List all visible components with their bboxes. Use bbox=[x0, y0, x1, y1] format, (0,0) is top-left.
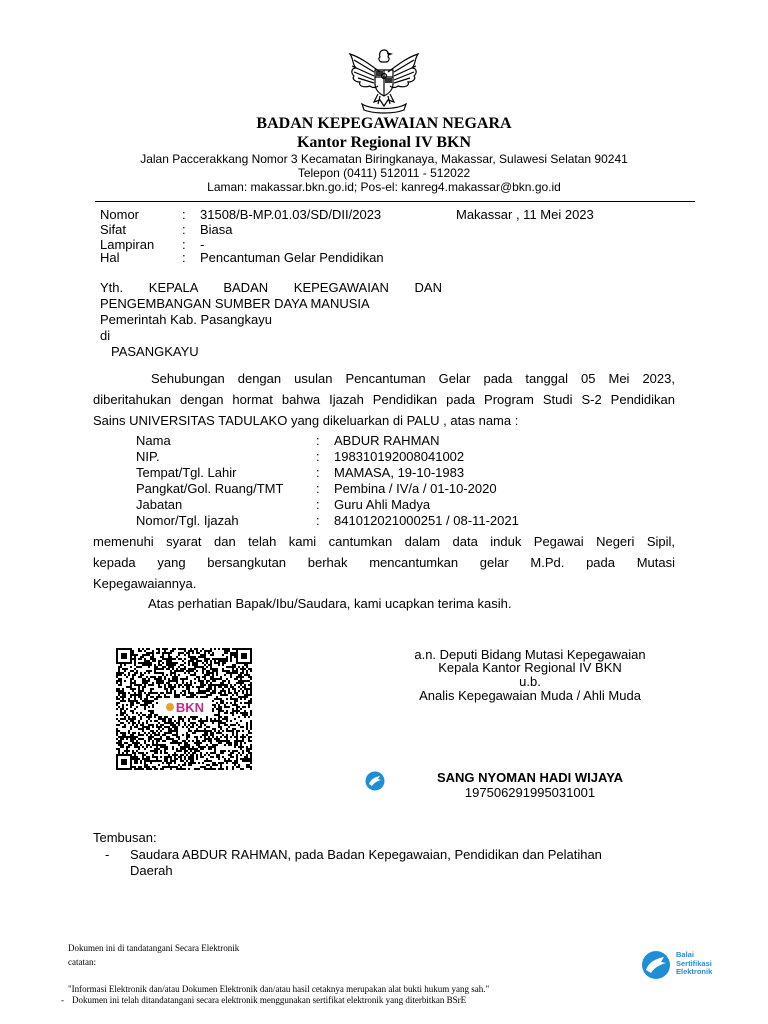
office-phone: Telepon (0411) 512011 - 512022 bbox=[297, 166, 471, 180]
recipient-line2: PENGEMBANGAN SUMBER DAYA MANUSIA bbox=[100, 296, 370, 311]
body-p2-line2: kepada yang bersangkutan berhak mencantumkan gelar M.Pd. pada Mutasi bbox=[93, 555, 675, 570]
body-p1-line2: diberitahukan dengan hormat bahwa Ijazah Pendidikan pada Program Studi S-2 Pendidikan bbox=[93, 392, 675, 407]
identity-label: Nomor/Tgl. Ijazah bbox=[136, 513, 239, 528]
footer-note: Dokumen ini telah ditandatangani secara elektronik menggunakan sertifikat elektronik yang diterbitkan BSrE bbox=[72, 995, 467, 1005]
recipient-line1: Yth. KEPALA BADAN KEPEGAWAIAN DAN bbox=[100, 280, 442, 295]
identity-value: 198310192008041002 bbox=[334, 449, 465, 464]
bkn-qr-logo bbox=[158, 698, 212, 716]
cc-title: Tembusan: bbox=[93, 830, 157, 845]
identity-sep: : bbox=[316, 513, 320, 528]
meta-sep: : bbox=[182, 237, 186, 252]
meta-sep: : bbox=[182, 222, 186, 237]
sign-line3: u.b. bbox=[519, 674, 541, 689]
sign-line1: a.n. Deputi Bidang Mutasi Kepegawaian bbox=[414, 647, 646, 662]
meta-label: Sifat bbox=[100, 222, 127, 237]
identity-label: Tempat/Tgl. Lahir bbox=[136, 465, 237, 480]
identity-label: Nama bbox=[136, 433, 171, 448]
bsre-text-1: Balai bbox=[676, 950, 694, 959]
identity-sep: : bbox=[316, 433, 320, 448]
office-address: Jalan Paccerakkang Nomor 3 Kecamatan Biringkanaya, Makassar, Sulawesi Selatan 90241 bbox=[140, 152, 628, 166]
signer-nip: 197506291995031001 bbox=[464, 785, 596, 800]
footer-line2: catatan: bbox=[68, 957, 96, 967]
identity-value: Pembina / IV/a / 01-10-2020 bbox=[334, 481, 497, 496]
signer-name: SANG NYOMAN HADI WIJAYA bbox=[436, 770, 624, 785]
identity-label: Jabatan bbox=[136, 497, 183, 512]
identity-value: Guru Ahli Madya bbox=[334, 497, 431, 512]
body-p1-line1: Sehubungan dengan usulan Pencantuman Gelar pada tanggal 05 Mei 2023, bbox=[151, 371, 675, 386]
identity-value: ABDUR RAHMAN bbox=[334, 433, 440, 448]
meta-label: Lampiran bbox=[100, 237, 155, 252]
office-web: Laman: makassar.bkn.go.id; Pos-el: kanreg4.makassar@bkn.go.id bbox=[207, 180, 561, 194]
garuda-emblem bbox=[344, 46, 424, 114]
body-closing: Atas perhatian Bapak/Ibu/Saudara, kami ucapkan terima kasih. bbox=[148, 596, 512, 611]
identity-sep: : bbox=[316, 497, 320, 512]
footer-bullet: - bbox=[61, 995, 64, 1005]
cc-bullet: - bbox=[105, 847, 110, 862]
recipient-line5: PASANGKAYU bbox=[111, 344, 199, 359]
meta-value: Biasa bbox=[200, 222, 233, 237]
meta-value: - bbox=[200, 237, 205, 252]
identity-sep: : bbox=[316, 465, 320, 480]
bsre-text-3: Elektronik bbox=[676, 967, 713, 976]
bsre-text-2: Sertifikasi bbox=[676, 958, 712, 968]
cc-item-line2: Daerah bbox=[130, 863, 173, 878]
body-p2-line3: Kepegawaiannya. bbox=[93, 576, 197, 591]
identity-value: 841012021000251 / 08-11-2021 bbox=[334, 513, 519, 528]
qr-code bbox=[116, 648, 252, 770]
cc-item-line1: Saudara ABDUR RAHMAN, pada Badan Kepegawaian, Pendidikan dan Pelatihan bbox=[130, 847, 602, 862]
meta-label: Hal bbox=[100, 250, 120, 265]
meta-sep: : bbox=[182, 250, 186, 265]
bsre-logo-icon bbox=[640, 950, 672, 980]
bkn-logo-text: BKN bbox=[175, 699, 205, 715]
place-date: Makassar , 11 Mei 2023 bbox=[456, 207, 594, 222]
meta-value: 31508/B-MP.01.03/SD/DII/2023 bbox=[200, 207, 382, 222]
bsre-logo bbox=[640, 950, 732, 980]
body-p1-line3: Sains UNIVERSITAS TADULAKO yang dikeluarkan di PALU , atas nama : bbox=[93, 413, 519, 428]
identity-value: MAMASA, 19-10-1983 bbox=[334, 465, 465, 480]
recipient-line4: di bbox=[100, 328, 111, 343]
meta-sep: : bbox=[182, 207, 186, 222]
sign-line2: Kepala Kantor Regional IV BKN bbox=[438, 660, 622, 675]
org-name: BADAN KEPEGAWAIAN NEGARA bbox=[256, 115, 512, 132]
identity-sep: : bbox=[316, 449, 320, 464]
footer-line1: Dokumen ini di tandatangani Secara Elektronik bbox=[68, 943, 240, 953]
recipient-line3: Pemerintah Kab. Pasangkayu bbox=[100, 312, 272, 327]
header-divider bbox=[95, 201, 695, 202]
identity-label: Pangkat/Gol. Ruang/TMT bbox=[136, 481, 284, 496]
identity-label: NIP. bbox=[136, 449, 160, 464]
bkn-logo-icon bbox=[166, 703, 174, 711]
body-p2-line1: memenuhi syarat dan telah kami cantumkan dalam data induk Pegawai Negeri Sipil, bbox=[93, 534, 675, 549]
office-name: Kantor Regional IV BKN bbox=[296, 134, 472, 151]
meta-value: Pencantuman Gelar Pendidikan bbox=[200, 250, 384, 265]
sign-line4: Analis Kepegawaian Muda / Ahli Muda bbox=[419, 688, 641, 703]
meta-label: Nomor bbox=[100, 207, 140, 222]
bsre-logo-text bbox=[676, 951, 712, 977]
identity-sep: : bbox=[316, 481, 320, 496]
footer-quote: "Informasi Elektronik dan/atau Dokumen Elektronik dan/atau hasil cetaknya merupakan alat bukti hukum yang sah." bbox=[68, 984, 490, 994]
